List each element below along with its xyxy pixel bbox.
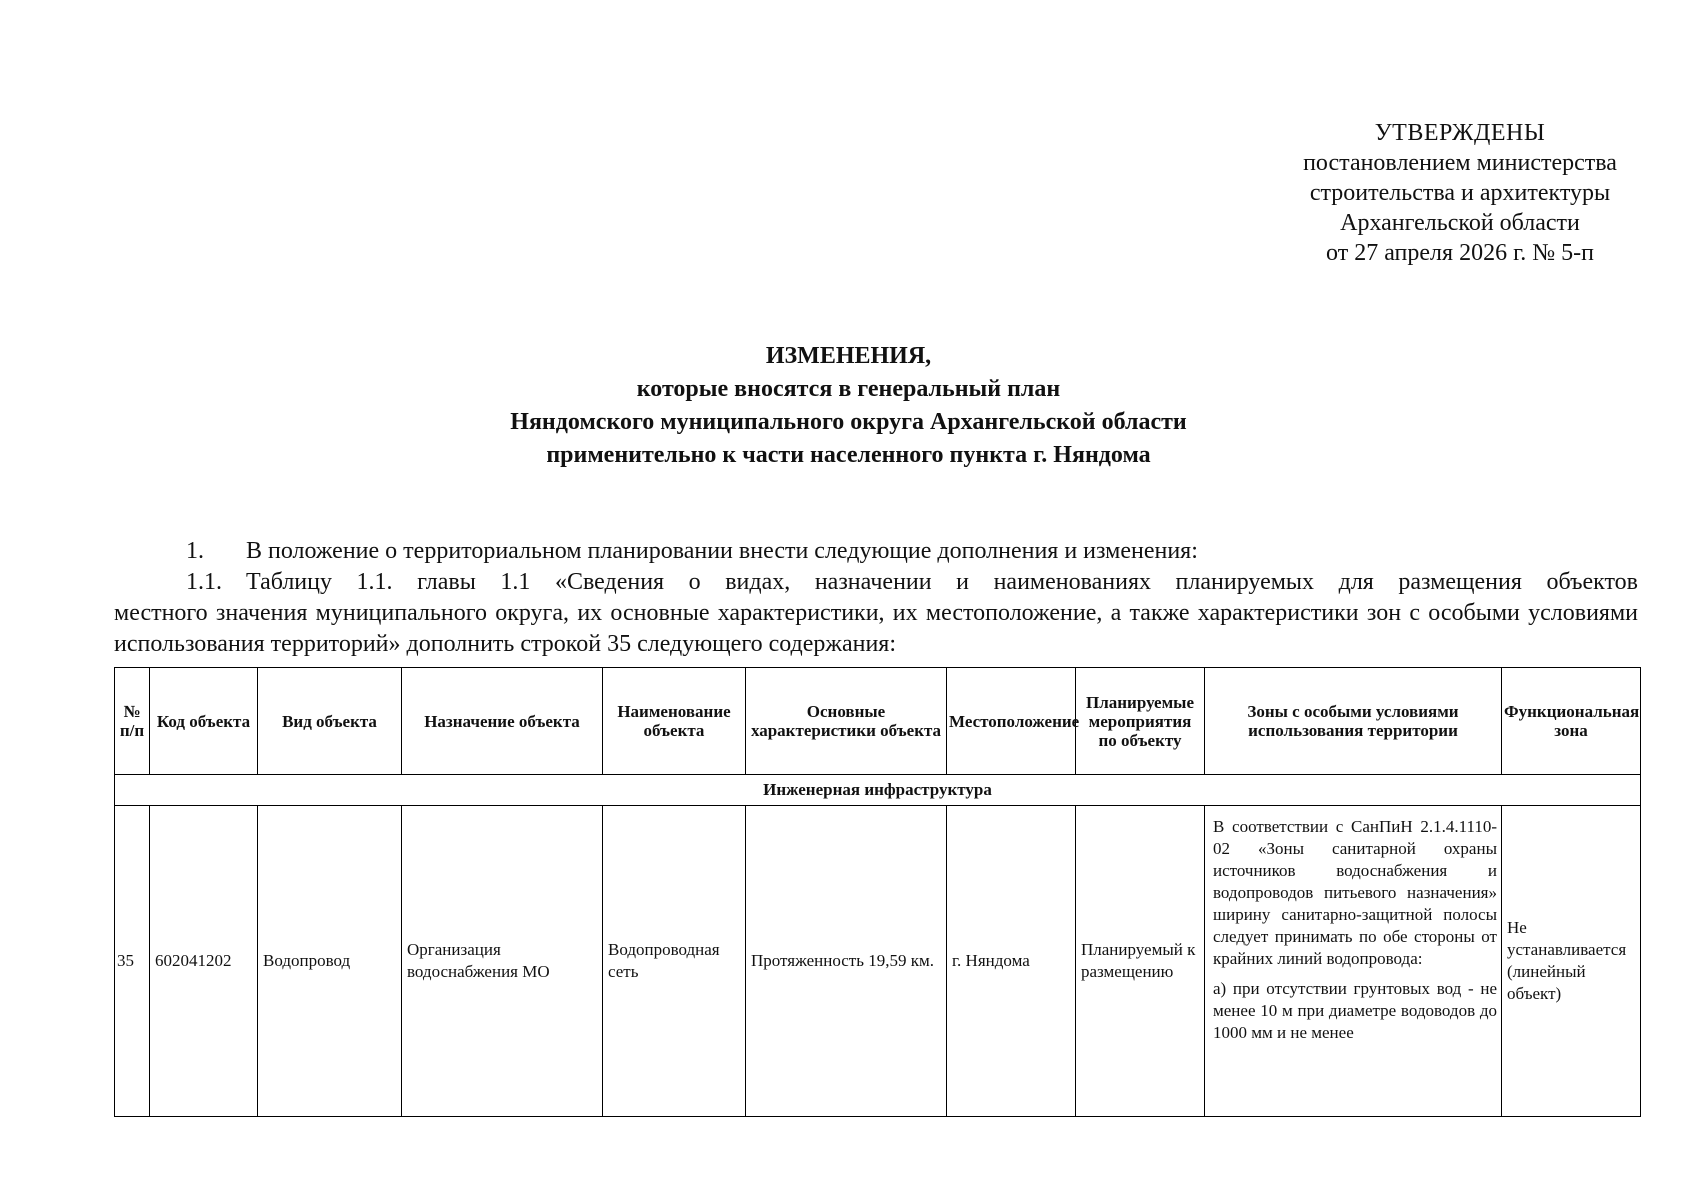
table-section-row xyxy=(115,775,1641,806)
table-header-row xyxy=(115,668,1641,775)
row-characteristics: Протяженность 19,59 км. xyxy=(746,806,947,1117)
document-title xyxy=(0,340,1697,472)
title-line-3: Няндомского муниципального округа Архангельской области xyxy=(510,409,1187,435)
title-line-1: ИЗМЕНЕНИЯ, xyxy=(765,343,932,369)
header-cell: Основные характеристики объекта xyxy=(746,668,947,775)
approval-line: строительства и архитектуры xyxy=(1309,180,1611,206)
header-cell: Планируемые мероприятия по объекту xyxy=(1076,668,1205,775)
paragraph-number: 1. xyxy=(186,538,204,564)
row-code: 602041202 xyxy=(150,806,258,1117)
paragraph-text-rest: местного значения муниципального округа, их основные характеристики, их местоположение, а также характеристики зон с особыми условиями использования территорий» дополнить строкой 35 следующего содержания: xyxy=(114,600,1638,657)
paragraph-1 xyxy=(114,536,1638,567)
row-number: 35 xyxy=(115,806,150,1117)
header-cell: Местоположение xyxy=(947,668,1076,775)
approval-stamp xyxy=(1245,118,1675,268)
header-cell: Функциональная зона xyxy=(1502,668,1641,775)
row-functional-zone: Не устанавливается (линейный объект) xyxy=(1502,806,1641,1117)
row-purpose: Организация водоснабжения МО xyxy=(402,806,603,1117)
row-kind: Водопровод xyxy=(258,806,402,1117)
row-name: Водопроводная сеть xyxy=(603,806,746,1117)
zones-content xyxy=(1213,816,1497,1106)
title-line-2: которые вносятся в генеральный план xyxy=(636,376,1061,402)
paragraph-text-first: Таблицу 1.1. главы 1.1 «Сведения о видах, назначении и наименованиях планируемых для размещения объектов xyxy=(246,569,1638,595)
approval-heading: УТВЕРЖДЕНЫ xyxy=(1374,120,1546,146)
objects-table xyxy=(114,667,1641,1117)
paragraph-number: 1.1. xyxy=(186,569,222,595)
title-line-4: применительно к части населенного пункта г. Няндома xyxy=(546,442,1151,468)
header-cell: Код объекта xyxy=(150,668,258,775)
approval-date: от 27 апреля 2026 г. № 5-п xyxy=(1326,240,1594,266)
paragraph-first-line xyxy=(114,567,1638,598)
header-cell: Вид объекта xyxy=(258,668,402,775)
table-row xyxy=(115,806,1641,1117)
row-location: г. Няндома xyxy=(947,806,1076,1117)
header-cell: Зоны с особыми условиями использования территории xyxy=(1205,668,1502,775)
header-cell: Назначение объекта xyxy=(402,668,603,775)
paragraph-text: В положение о территориальном планировании внести следующие дополнения и изменения: xyxy=(246,538,1198,564)
paragraph-1-1 xyxy=(114,567,1638,660)
row-measures: Планируемый к размещению xyxy=(1076,806,1205,1117)
row-zones xyxy=(1205,806,1502,1117)
zones-paragraph-1: В соответствии с СанПиН 2.1.4.1110-02 «Зоны санитарной охраны источников водоснабжения и водопроводов питьевого назначения» ширину санитарно-защитной полосы следует принимать по обе стороны от крайних линий водопровода: xyxy=(1213,817,1497,968)
section-title: Инженерная инфраструктура xyxy=(115,775,1641,806)
zones-paragraph-2: а) при отсутствии грунтовых вод - не менее 10 м при диаметре водоводов до 1000 мм и не менее xyxy=(1213,979,1497,1042)
approval-line: постановлением министерства xyxy=(1303,150,1617,176)
approval-line: Архангельской области xyxy=(1340,210,1580,236)
header-cell: № п/п xyxy=(115,668,150,775)
header-cell: Наименование объекта xyxy=(603,668,746,775)
